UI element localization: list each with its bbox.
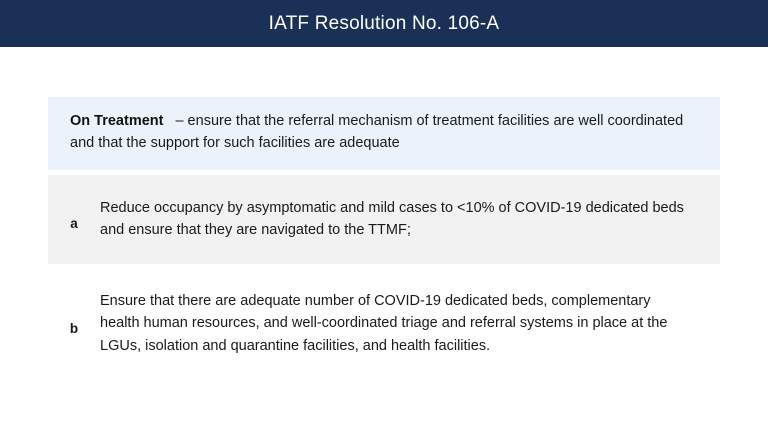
callout-paragraph [70,110,698,155]
list-item-text [100,290,702,357]
page-title: IATF Resolution No. 106-A [268,12,500,34]
list-item-text [100,197,702,242]
callout-body: – ensure that the referral mechanism of treatment facilities are well coordinated and that the support for such facilities are adequate [70,113,684,152]
list-item [48,272,720,375]
list-item-label: a [70,216,78,231]
list-item-paragraph: Ensure that there are adequate number of COVID-19 dedicated beds, complementary health human resources, and well-coordinated triage and referral systems in place at the LGUs, isolation and quarantine facilities, and health facilities. [100,293,668,354]
list-item-label: b [69,321,79,336]
callout-on-treatment [48,97,720,170]
list-item-paragraph: Reduce occupancy by asymptomatic and mild cases to <10% of COVID-19 dedicated beds and ensure that they are navigated to the TTMF; [100,200,684,239]
slide-title-bar [0,0,768,47]
list-item [48,175,720,264]
callout-lead: On Treatment [70,113,164,129]
